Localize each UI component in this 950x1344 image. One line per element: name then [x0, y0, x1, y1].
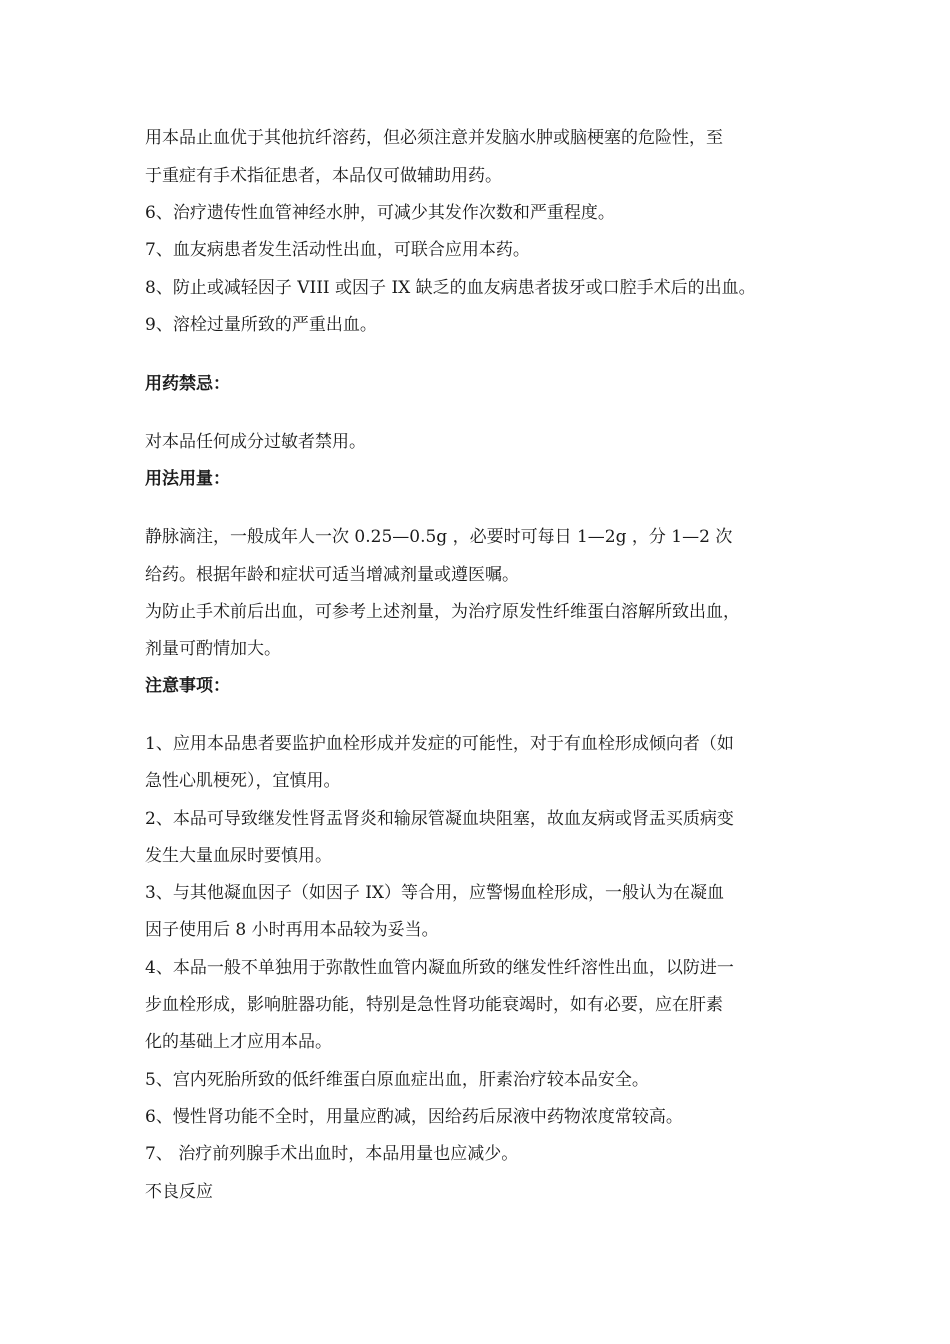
adverse-reactions-heading: 不良反应 — [145, 1182, 213, 1202]
precautions-line: 急性心肌梗死），宜慎用。 — [145, 771, 341, 791]
precautions-line: 7、 治疗前列腺手术出血时，本品用量也应减少。 — [145, 1144, 519, 1164]
dosage-line: 给药。根据年龄和症状可适当增减剂量或遵医嘱。 — [145, 565, 519, 585]
dosage-line: 为防止手术前后出血，可参考上述剂量，为治疗原发性纤维蛋白溶解所致出血， — [145, 602, 740, 622]
precautions-line: 发生大量血尿时要慎用。 — [145, 846, 332, 866]
indication-line: 9、溶栓过量所致的严重出血。 — [145, 315, 377, 335]
contraindications-line: 对本品任何成分过敏者禁用。 — [145, 432, 366, 452]
precautions-line: 3、与其他凝血因子（如因子 IX）等合用，应警惕血栓形成，一般认为在凝血 — [145, 883, 725, 903]
precautions-line: 4、本品一般不单独用于弥散性血管内凝血所致的继发性纤溶性出血，以防进一 — [145, 958, 734, 978]
indication-line: 于重症有手术指征患者，本品仅可做辅助用药。 — [145, 166, 502, 186]
indication-line: 7、血友病患者发生活动性出血，可联合应用本药。 — [145, 240, 530, 260]
precautions-line: 步血栓形成，影响脏器功能，特别是急性肾功能衰竭时，如有必要，应在肝素 — [145, 995, 723, 1015]
precautions-line: 5、宫内死胎所致的低纤维蛋白原血症出血，肝素治疗较本品安全。 — [145, 1070, 649, 1090]
precautions-heading: 注意事项： — [145, 676, 230, 696]
precautions-line: 化的基础上才应用本品。 — [145, 1032, 332, 1052]
dosage-heading: 用法用量： — [145, 469, 230, 489]
precautions-line: 因子使用后 8 小时再用本品较为妥当。 — [145, 920, 439, 940]
precautions-line: 1、应用本品患者要监护血栓形成并发症的可能性，对于有血栓形成倾向者（如 — [145, 734, 734, 754]
precautions-line: 2、本品可导致继发性肾盂肾炎和输尿管凝血块阻塞，故血友病或肾盂买质病变 — [145, 809, 734, 829]
precautions-line: 6、慢性肾功能不全时，用量应酌减，因给药后尿液中药物浓度常较高。 — [145, 1107, 683, 1127]
indication-line: 8、防止或减轻因子 VIII 或因子 IX 缺乏的血友病患者拔牙或口腔手术后的出血。 — [145, 278, 756, 298]
contraindications-heading: 用药禁忌： — [145, 374, 230, 394]
indication-line: 6、治疗遗传性血管神经水肿，可减少其发作次数和严重程度。 — [145, 203, 615, 223]
dosage-line: 静脉滴注，一般成年人一次 0.25—0.5g ，必要时可每日 1—2g ，分 1—2 次 — [145, 527, 733, 547]
indication-line: 用本品止血优于其他抗纤溶药，但必须注意并发脑水肿或脑梗塞的危险性，至 — [145, 128, 723, 148]
dosage-line: 剂量可酌情加大。 — [145, 639, 281, 659]
